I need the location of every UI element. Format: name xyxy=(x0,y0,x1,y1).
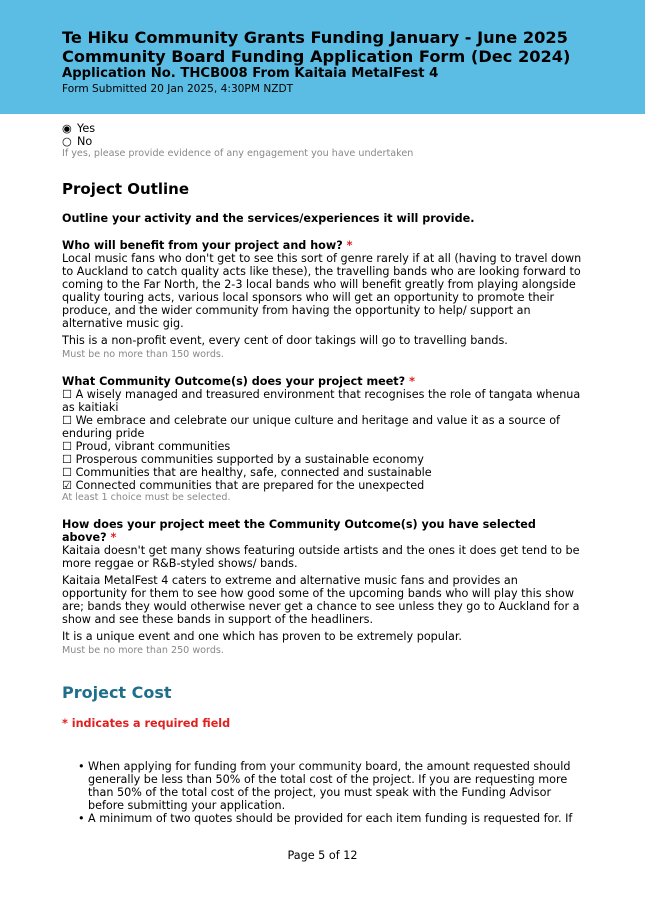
form-title-line1: Te Hiku Community Grants Funding January - June 2025 xyxy=(62,28,568,47)
question-how-meet xyxy=(62,518,583,657)
checkbox-option[interactable] xyxy=(62,440,583,453)
outline-intro: Outline your activity and the services/experiences it will provide. xyxy=(62,212,475,225)
answer-text: It is a unique event and one which has proven to be extremely popular. xyxy=(62,630,462,643)
checkbox-option[interactable] xyxy=(62,453,583,466)
checkbox-label: Connected communities that are prepared for the unexpected xyxy=(75,479,425,492)
answer-text: Local music fans who don't get to see this sort of genre rarely if at all (having to travel down to Auckland to catch quality acts like these), the travelling bands who are looking forward to coming to the Far North, the 2-3 local bands who will benefit greatly from playing alongside quality touring acts, various local sponsors who will get an opportunity to promote their produce, and the wider community from having the opportunity to help/ support an alternative music gig. xyxy=(62,252,582,330)
checkbox-option[interactable] xyxy=(62,414,583,440)
list-item-text: When applying for funding from your community board, the amount requested should generally be less than 50% of the total cost of the project. If you are requesting more than 50% of the total cost of the project, you must speak with the Funding Advisor before submitting your application. xyxy=(88,760,571,812)
question-label xyxy=(62,239,583,252)
engagement-radio-group xyxy=(62,122,583,160)
checkbox-label: We embrace and celebrate our unique culture and heritage and value it as a source of enduring pride xyxy=(62,414,560,440)
form-content xyxy=(0,114,645,825)
list-item xyxy=(78,812,583,825)
form-title-line2: Community Board Funding Application Form (Dec 2024) xyxy=(62,47,571,66)
checkbox-option[interactable] xyxy=(62,388,583,414)
checkbox-label: Communities that are healthy, safe, connected and sustainable xyxy=(75,466,432,479)
question-text: How does your project meet the Community Outcome(s) you have selected above? xyxy=(62,518,536,544)
answer-text: This is a non-profit event, every cent of door takings will go to travelling bands. xyxy=(62,334,508,347)
list-item xyxy=(78,760,583,812)
answer-text: Kaitaia doesn't get many shows featuring outside artists and the ones it does get tend to be more reggae or R&B-styled shows/ bands. xyxy=(62,544,580,570)
radio-label: No xyxy=(77,135,93,148)
section-title-project-outline: Project Outline xyxy=(62,180,190,198)
required-mark: * xyxy=(110,531,117,544)
checkbox-label: A wisely managed and treasured environment that recognises the role of tangata whenua as kaitiaki xyxy=(62,388,581,414)
required-mark: * xyxy=(346,239,353,252)
checkbox-label: Proud, vibrant communities xyxy=(75,440,231,453)
checkbox-unchecked-icon: ☐ xyxy=(62,453,73,466)
checkbox-checked-icon: ☑ xyxy=(62,479,73,492)
selection-hint: At least 1 choice must be selected. xyxy=(62,492,231,503)
word-limit-hint: Must be no more than 250 words. xyxy=(62,645,224,656)
question-text: What Community Outcome(s) does your project meet? xyxy=(62,375,406,388)
checkbox-option[interactable] xyxy=(62,479,583,492)
list-item-text: A minimum of two quotes should be provided for each item funding is requested for. If xyxy=(88,812,573,825)
checkbox-unchecked-icon: ☐ xyxy=(62,466,73,479)
checkbox-unchecked-icon: ☐ xyxy=(62,388,73,401)
question-outcomes xyxy=(62,375,583,504)
application-number: Application No. THCB008 From Kaitaia MetalFest 4 xyxy=(62,66,439,81)
bullet-icon: • xyxy=(78,812,85,825)
answer-text: Kaitaia MetalFest 4 caters to extreme and alternative music fans and provides an opportunity for them to see how good some of the upcoming bands who will play this show are; bands they would otherwise never get a chance to see unless they go to Auckland for a show and see these bands in support of the headliners. xyxy=(62,574,580,626)
form-header xyxy=(0,0,645,114)
radio-option-no[interactable] xyxy=(62,135,583,148)
required-mark: * xyxy=(409,375,415,388)
radio-option-yes[interactable] xyxy=(62,122,583,135)
bullet-icon: • xyxy=(78,760,85,773)
checkbox-option[interactable] xyxy=(62,466,583,479)
question-label xyxy=(62,518,583,544)
required-field-note: * indicates a required field xyxy=(62,717,231,730)
cost-guidelines-list xyxy=(62,760,583,825)
checkbox-unchecked-icon: ☐ xyxy=(62,414,73,427)
engagement-hint: If yes, please provide evidence of any engagement you have undertaken xyxy=(62,148,414,159)
submitted-date: Form Submitted 20 Jan 2025, 4:30PM NZDT xyxy=(62,83,294,95)
question-benefit xyxy=(62,239,583,361)
page-number: Page 5 of 12 xyxy=(287,849,358,862)
checkbox-label: Prosperous communities supported by a sustainable economy xyxy=(75,453,424,466)
question-label xyxy=(62,375,583,388)
question-text: Who will benefit from your project and how? xyxy=(62,239,343,252)
section-title-project-cost: Project Cost xyxy=(62,683,172,702)
radio-unselected-icon: ○ xyxy=(62,135,72,148)
radio-label: Yes xyxy=(77,122,96,135)
word-limit-hint: Must be no more than 150 words. xyxy=(62,349,224,360)
radio-selected-icon: ◉ xyxy=(62,122,72,135)
checkbox-unchecked-icon: ☐ xyxy=(62,440,73,453)
